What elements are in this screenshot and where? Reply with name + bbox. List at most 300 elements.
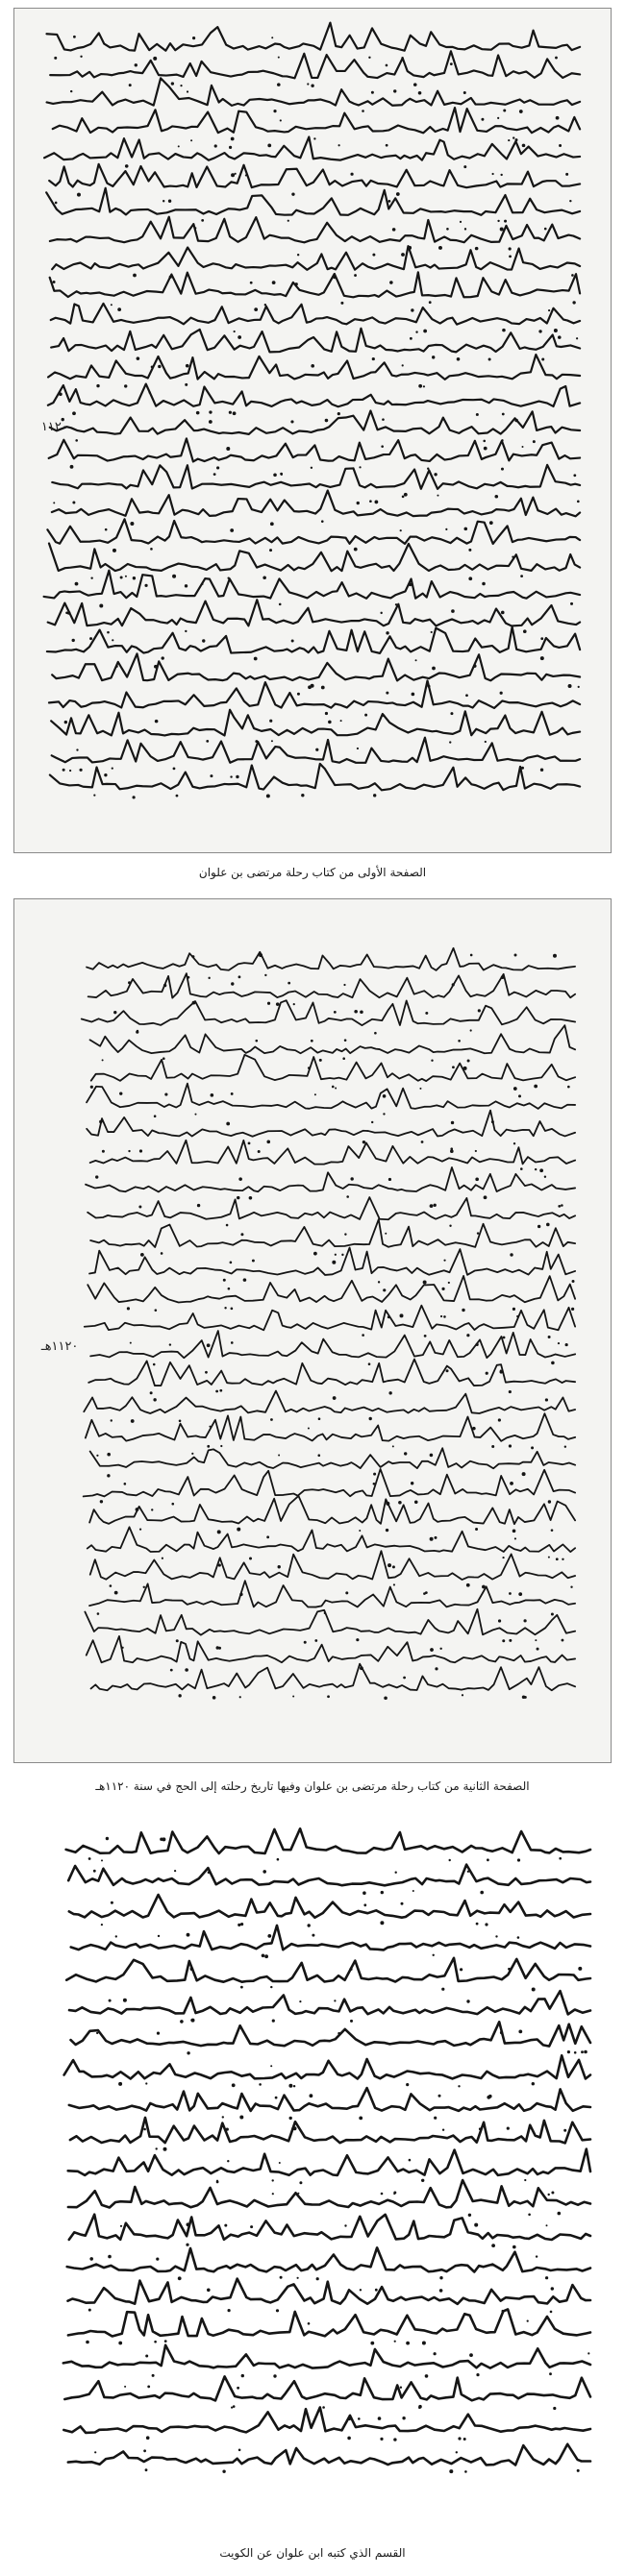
handwriting-line [69,1895,590,1918]
diacritic-dot [202,639,205,642]
diacritic-dot [53,281,56,283]
diacritic-dot [335,1254,337,1256]
diacritic-dot [393,2438,396,2441]
diacritic-dot [460,221,462,223]
diacritic-dot [559,1857,562,1860]
diacritic-dot [185,630,187,632]
diacritic-dot [540,656,544,660]
diacritic-dot [217,1530,221,1533]
diacritic-dot [392,1565,395,1568]
diacritic-dot [491,2244,495,2247]
diacritic-dot [207,2289,211,2293]
diacritic-dot [234,331,236,332]
diacritic-dot [311,1040,313,1043]
diacritic-dot [255,1040,258,1043]
handwriting-line [85,1609,575,1635]
diacritic-dot [157,2032,160,2035]
diacritic-dot [215,1390,218,1393]
handwriting-line [52,491,580,517]
page-2-caption: الصفحة الثانية من كتاب رحلة مرتضى بن علوان وفيها تاريخ رحلته إلى الحج في سنة ١١٢٠هـ [95,1779,530,1793]
diacritic-dot [150,1391,153,1394]
diacritic-dot [393,1583,395,1585]
diacritic-dot [240,1923,243,1926]
diacritic-dot [179,1419,182,1422]
diacritic-dot [318,1417,321,1420]
diacritic-dot [250,2225,253,2228]
diacritic-dot [105,528,108,531]
diacritic-dot [233,411,237,415]
diacritic-dot [262,1870,266,1874]
handwriting-line [88,1197,575,1219]
diacritic-dot [178,1694,181,1697]
diacritic-dot [558,1205,561,1208]
diacritic-dot [501,611,505,615]
diacritic-dot [125,164,129,168]
diacritic-dot [89,2257,93,2261]
diacritic-dot [187,1933,190,1937]
diacritic-dot [173,768,176,771]
diacritic-dot [72,639,75,642]
diacritic-dot [432,667,436,671]
diacritic-dot [273,2374,276,2377]
diacritic-dot [236,775,238,778]
diacritic-dot [218,1563,221,1566]
diacritic-dot [133,796,136,798]
diacritic-dot [404,1452,407,1455]
diacritic-dot [409,2159,412,2162]
diacritic-dot [224,2224,227,2227]
handwriting-line [82,1000,575,1025]
diacritic-dot [231,982,234,985]
diacritic-dot [228,1288,231,1290]
diacritic-dot [231,137,235,141]
diacritic-dot [498,1619,501,1622]
diacritic-dot [486,1372,488,1375]
diacritic-dot [321,520,324,523]
diacritic-dot [466,1999,469,2002]
diacritic-dot [280,2276,283,2279]
diacritic-dot [458,1040,461,1043]
diacritic-dot [469,2353,473,2357]
handwriting-line [49,544,580,572]
diacritic-dot [214,144,217,147]
diacritic-dot [342,1057,345,1060]
diacritic-dot [412,1890,414,1892]
diacritic-dot [237,1528,240,1532]
diacritic-dot [96,1455,98,1457]
handwriting-line [47,78,581,106]
diacritic-dot [96,384,99,387]
diacritic-dot [372,357,375,360]
handwriting-line [69,2088,590,2111]
diacritic-dot [423,330,427,333]
diacritic-dot [273,110,276,112]
diacritic-dot [230,1262,233,1264]
diacritic-dot [308,1924,311,1926]
diacritic-dot [538,330,541,332]
diacritic-dot [226,447,230,451]
diacritic-dot [327,1695,330,1698]
diacritic-dot [538,1968,539,1970]
diacritic-dot [136,1030,138,1033]
diacritic-dot [266,794,270,797]
diacritic-dot [237,2387,239,2390]
diacritic-dot [101,1924,103,1926]
diacritic-dot [544,228,547,231]
diacritic-dot [110,1584,112,1587]
handwriting-line [49,164,580,187]
diacritic-dot [571,1308,574,1311]
diacritic-dot [206,740,209,743]
diacritic-dot [556,1558,559,1560]
diacritic-dot [570,1586,572,1588]
diacritic-dot [99,603,103,607]
diacritic-dot [164,1092,167,1095]
diacritic-dot [301,794,304,797]
diacritic-dot [171,1503,174,1506]
diacritic-dot [101,1859,103,1861]
diacritic-dot [191,1453,193,1455]
diacritic-dot [229,146,232,149]
diacritic-dot [489,521,493,525]
diacritic-dot [356,1638,359,1641]
diacritic-dot [364,714,367,717]
diacritic-dot [449,1859,451,1861]
diacritic-dot [190,2019,192,2021]
transcribed-line: أتانا الشريف وأمانة على سبيل المركب والقعد [353,942,570,956]
diacritic-dot [156,2258,159,2261]
transcribed-line: ثم عزمنا على الخروج من الكويت [426,2115,585,2129]
diacritic-dot [139,1149,142,1152]
handwriting-line [89,1247,575,1274]
diacritic-dot [388,1391,391,1394]
diacritic-dot [154,2341,157,2343]
diacritic-dot [401,1902,404,1905]
diacritic-dot [238,1177,242,1181]
diacritic-dot [238,2449,241,2452]
handwriting-line [46,188,580,215]
diacritic-dot [185,1668,188,1672]
diacritic-dot [551,1529,554,1532]
diacritic-dot [311,85,313,87]
diacritic-dot [288,2084,292,2088]
diacritic-dot [463,91,466,94]
diacritic-dot [430,1537,434,1541]
diacritic-dot [548,1336,551,1338]
diacritic-dot [112,768,113,770]
diacritic-dot [512,556,513,558]
diacritic-dot [374,501,378,504]
diacritic-dot [278,57,280,59]
diacritic-dot [93,1870,96,1873]
diacritic-dot [558,1342,560,1344]
diacritic-dot [551,2287,554,2290]
diacritic-dot [222,2116,224,2118]
diacritic-dot [431,631,433,633]
handwriting-line [68,2149,590,2175]
transcribed-line: الفاضل الكامل الأجل الأكمل الشيخ [410,571,575,585]
diacritic-dot [439,1648,441,1650]
transcribed-line: وبعد فيقول العبد الفقير إلى الله الغني مرتضى بن علوان [308,132,575,146]
diacritic-dot [162,1558,163,1559]
diacritic-dot [314,1093,316,1095]
diacritic-dot [180,85,182,86]
diacritic-dot [218,1647,221,1650]
diacritic-dot [463,1067,467,1070]
handwriting-line [47,519,580,544]
diacritic-dot [62,769,65,772]
diacritic-dot [335,1087,337,1089]
diacritic-dot [276,1002,280,1006]
diacritic-dot [451,609,455,613]
diacritic-dot [500,692,503,695]
transcribed-line: تسابها ولا تشابه الحسا ولكن بحرها [419,2019,585,2032]
diacritic-dot [272,2020,275,2023]
diacritic-dot [267,1934,271,1938]
diacritic-dot [373,1483,376,1485]
diacritic-dot [174,1870,176,1872]
diacritic-dot [371,1121,373,1123]
diacritic-dot [209,1426,211,1428]
diacritic-dot [235,173,237,175]
diacritic-dot [433,1204,436,1207]
handwriting-line [51,329,580,353]
handwriting-line [50,51,580,78]
diacritic-dot [463,2438,466,2441]
diacritic-dot [279,2162,281,2164]
diacritic-dot [231,1092,234,1095]
diacritic-dot [334,1011,337,1014]
diacritic-dot [297,693,300,696]
diacritic-dot [325,419,329,423]
diacritic-dot [277,1858,280,1861]
diacritic-dot [517,1936,520,1939]
diacritic-dot [264,974,266,976]
diacritic-dot [381,2193,384,2196]
diacritic-dot [551,2192,554,2195]
diacritic-dot [362,110,364,112]
diacritic-dot [151,1509,153,1510]
handwriting-line [48,384,580,407]
diacritic-dot [311,684,314,688]
diacritic-dot [231,173,235,177]
diacritic-dot [512,2245,516,2249]
diacritic-dot [240,1233,243,1236]
diacritic-dot [332,1261,336,1264]
diacritic-dot [500,174,502,176]
diacritic-dot [345,1591,348,1594]
diacritic-dot [548,2194,550,2196]
diacritic-dot [384,1696,388,1700]
diacritic-dot [396,192,400,196]
diacritic-dot [425,2374,429,2378]
diacritic-dot [270,2065,272,2067]
diacritic-dot [463,165,466,168]
diacritic-dot [516,1315,518,1317]
diacritic-dot [317,1454,320,1457]
handwriting-line [50,411,580,434]
diacritic-dot [424,1335,427,1337]
diacritic-dot [304,1641,307,1644]
diacritic-dot [115,1935,117,1937]
diacritic-dot [65,611,68,614]
diacritic-dot [194,227,196,229]
diacritic-dot [118,2342,122,2345]
diacritic-dot [553,2407,556,2410]
handwriting-line [90,1025,576,1053]
diacritic-dot [548,309,550,311]
page-3-caption: القسم الذي كتبه ابن علوان عن الكويت [219,2546,406,2560]
diacritic-dot [192,37,195,39]
diacritic-dot [239,2116,243,2120]
diacritic-dot [440,1315,442,1317]
diacritic-dot [425,1012,428,1015]
diacritic-dot [152,2374,155,2377]
diacritic-dot [207,1343,211,1347]
manuscript-page-1-handwriting [14,9,611,852]
diacritic-dot [308,1427,310,1429]
diacritic-dot [113,1011,116,1014]
diacritic-dot [503,109,506,111]
diacritic-dot [354,1010,358,1014]
diacritic-dot [462,1694,463,1696]
diacritic-dot [359,466,361,468]
handwriting-line [50,764,580,790]
diacritic-dot [90,577,92,578]
diacritic-dot [437,495,438,497]
diacritic-dot [465,694,468,697]
diacritic-dot [433,1954,435,1956]
diacritic-dot [163,2147,167,2151]
diacritic-dot [143,2128,146,2131]
diacritic-dot [153,1398,156,1401]
diacritic-dot [297,2449,299,2451]
diacritic-dot [266,1141,270,1144]
diacritic-dot [276,2309,279,2312]
diacritic-dot [502,1639,505,1642]
diacritic-dot [128,1150,130,1152]
diacritic-dot [112,549,116,552]
diacritic-dot [438,2095,441,2098]
diacritic-dot [178,145,180,147]
diacritic-dot [344,1039,347,1042]
diacritic-dot [314,1639,317,1642]
diacritic-dot [270,1986,272,1988]
diacritic-dot [95,1175,98,1178]
diacritic-dot [137,356,140,360]
diacritic-dot [289,2117,292,2120]
diacritic-dot [540,637,543,640]
diacritic-dot [354,548,358,552]
diacritic-dot [143,1586,145,1588]
handwriting-line [90,1448,575,1468]
diacritic-dot [531,1446,534,1449]
diacritic-dot [400,2387,402,2389]
diacritic-dot [562,1639,564,1642]
diacritic-dot [209,420,212,424]
diacritic-dot [308,2322,311,2325]
diacritic-dot [187,90,188,92]
diacritic-dot [100,1500,103,1503]
diacritic-dot [149,391,151,393]
diacritic-dot [450,62,453,65]
diacritic-dot [135,63,138,66]
diacritic-dot [567,1086,570,1089]
diacritic-dot [278,1565,281,1568]
diacritic-dot [467,1871,469,1873]
diacritic-dot [187,2051,189,2054]
diacritic-dot [472,1427,476,1431]
diacritic-dot [561,1204,563,1207]
diacritic-dot [158,1935,160,1937]
diacritic-dot [523,1619,526,1622]
diacritic-dot [333,1396,337,1400]
diacritic-dot [476,2373,479,2376]
diacritic-dot [584,2050,588,2054]
handwriting-line [50,272,580,297]
handwriting-line [88,973,575,997]
diacritic-dot [223,1279,226,1282]
diacritic-dot [369,1417,372,1420]
diacritic-dot [443,1315,446,1318]
diacritic-dot [363,1903,366,1906]
diacritic-dot [290,420,293,423]
diacritic-dot [146,2436,150,2440]
diacritic-dot [395,1872,397,1874]
diacritic-dot [458,2437,461,2440]
diacritic-dot [386,1529,388,1532]
diacritic-dot [107,631,110,634]
diacritic-dot [72,411,76,415]
diacritic-dot [578,686,580,688]
diacritic-dot [307,83,309,85]
diacritic-dot [69,770,71,772]
diacritic-dot [118,2082,122,2086]
diacritic-dot [412,693,415,697]
diacritic-dot [381,445,384,448]
diacritic-dot [402,2417,405,2419]
diacritic-dot [55,202,58,205]
diacritic-dot [130,522,134,526]
diacritic-dot [208,1871,211,1874]
diacritic-dot [76,748,78,750]
diacritic-dot [220,1445,222,1447]
diacritic-dot [470,1029,472,1031]
transcribed-line: ان صبحة عشرين ثم دخلنا بلدا يقال لها الكويت بالتصغير [321,1826,585,1839]
diacritic-dot [388,200,391,203]
diacritic-dot [279,603,282,606]
diacritic-dot [293,1003,295,1005]
diacritic-dot [275,2097,278,2099]
diacritic-dot [332,1086,335,1089]
diacritic-dot [277,83,281,86]
handwriting-line [63,2408,590,2433]
diacritic-dot [538,1225,540,1228]
diacritic-dot [484,1195,488,1199]
diacritic-dot [381,1891,384,1894]
diacritic-dot [202,583,204,585]
diacritic-dot [563,2129,566,2132]
diacritic-dot [439,2289,443,2293]
diacritic-dot [131,1419,135,1423]
diacritic-dot [145,2468,148,2471]
diacritic-dot [311,467,312,469]
diacritic-dot [111,304,112,306]
diacritic-dot [532,1988,536,1992]
diacritic-dot [546,1223,550,1227]
diacritic-dot [462,1309,464,1312]
diacritic-dot [233,2405,236,2408]
